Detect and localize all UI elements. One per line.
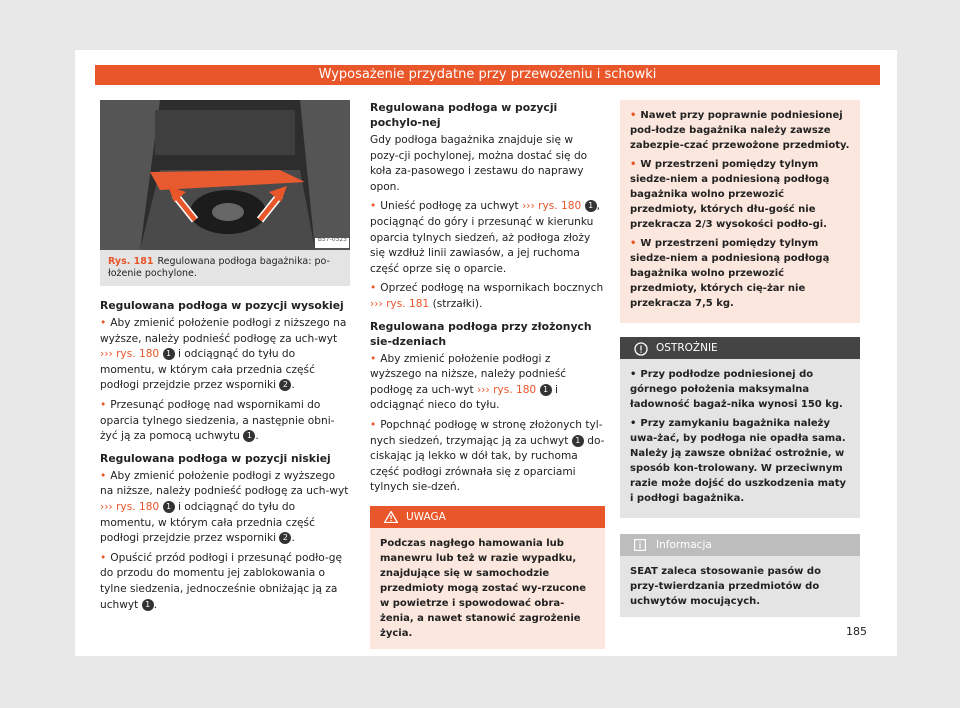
caution-icon xyxy=(634,342,648,356)
callout-number: 2 xyxy=(279,532,291,544)
info-icon xyxy=(634,539,646,551)
column-1 xyxy=(100,100,350,617)
figure-reference[interactable]: ››› rys. 180 xyxy=(100,348,160,361)
callout-number: 1 xyxy=(163,348,175,360)
manual-page xyxy=(75,50,897,656)
caution-header xyxy=(620,337,860,359)
callout-number: 1 xyxy=(243,430,255,442)
column-2 xyxy=(370,100,605,649)
list-item: • Przy zamykaniu bagażnika należy uwa-żać, by podłoga nie opadła sama. Należy ją zawsze obniżać ostrożnie, w sposób kon-trolowany. W przeciwnym razie może dojść do uszkodzenia maty i podłogi bagażnika. xyxy=(630,418,847,504)
heading-folded-seats: Regulowana podłoga przy złożonych sie-dzeniach xyxy=(370,319,592,348)
list-item: • Aby zmienić położenie podłogi z niższego na wyższe, należy podnieść podłogę za uch-wyt ››› rys. 180 1 i odciągnąć do tyłu do momentu, w którym cała przednia część podłogi przejdzie przez wsporniki 2 . xyxy=(100,317,347,392)
warning-text: Podczas nagłego hamowania lub manewru lub też w razie wypadku, znajdujące się w samochodzie przedmioty mogą zostać wy-rzucone w powietrze i spowodować obra-żenia, a nawet stanowić zagrożenie życia. xyxy=(380,537,587,639)
callout-number: 1 xyxy=(142,599,154,611)
caption-text: Regulowana podłoga bagażnika: po-łożenie pochylone. xyxy=(108,256,330,279)
trunk-illustration xyxy=(100,100,350,250)
figure-reference[interactable]: ››› rys. 181 xyxy=(370,297,430,310)
callout-number: 1 xyxy=(572,435,584,447)
info-header xyxy=(620,534,860,556)
callout-number: 1 xyxy=(585,200,597,212)
caption-label: Rys. 181 xyxy=(108,256,154,267)
warning-box xyxy=(370,506,605,649)
figure-reference[interactable]: ››› rys. 180 xyxy=(100,500,160,513)
caution-box xyxy=(620,337,860,518)
list-item: • Aby zmienić położenie podłogi z wyższego na niższe, należy podnieść podłogę za uch-wyt ››› rys. 180 1 i odciągnąć nieco do tyłu. xyxy=(370,352,567,412)
list-item: • Przesunąć podłogę nad wspornikami do oparcia tylnego siedzenia, a następnie obni-żyć ją za pomocą uchwytu 1 . xyxy=(100,398,335,443)
trunk-floor-figure xyxy=(100,100,350,250)
callout-number: 1 xyxy=(163,501,175,513)
paragraph: Gdy podłoga bagażnika znajduje się w pozy-cji pochylonej, można dostać się do koła za-pasowego i zestawu do naprawy opon. xyxy=(370,134,588,193)
figure-code: B57-0323 xyxy=(317,236,347,244)
callout-number: 2 xyxy=(279,379,291,391)
warning-triangle-icon xyxy=(384,511,398,523)
list-item: • Oprzeć podłogę na wspornikach bocznych ››› rys. 181 (strzałki). xyxy=(370,282,604,310)
caution-title: OSTROŻNIE xyxy=(656,342,718,354)
warning-title: UWAGA xyxy=(406,510,446,523)
list-item: • Unieść podłogę za uchwyt ››› rys. 180 1 , pociągnąć do góry i przesunąć w kierunku oparcia tylnych siedzeń, aż podłoga złoży się wzdłuż linii zawiasów, a jej ruchoma część oprze się o oparcie. xyxy=(370,200,600,275)
section-header: Wyposażenie przydatne przy przewożeniu i schowki xyxy=(95,65,880,85)
list-item: • Aby zmienić położenie podłogi z wyższego na niższe, należy podnieść podłogę za uch-wyt ››› rys. 180 1 i odciągnąć do tyłu do momentu, w którym cała przednia część podłogi przejdzie przez wsporniki 2 . xyxy=(100,469,349,545)
list-item: • W przestrzeni pomiędzy tylnym siedze-niem a podniesioną podłogą bagażnika wolno przewozić przedmioty, których dłu-gość nie przekracza 2/3 wysokości podło-gi. xyxy=(630,159,830,230)
info-box xyxy=(620,534,860,617)
info-title: Informacja xyxy=(656,539,712,551)
list-item: • Opuścić przód podłogi i przesunąć podło-gę do przodu do momentu jej zablokowania o tylne siedzenia, jednocześnie obniżając ją za uchwyt 1 . xyxy=(100,551,342,611)
list-item: • Nawet przy poprawnie podniesionej pod-łodze bagażnika należy zawsze zabezpie-czać przewożone przedmioty. xyxy=(630,110,850,151)
heading-low-position: Regulowana podłoga w pozycji niskiej xyxy=(100,451,331,465)
warning-continuation-box xyxy=(620,100,860,323)
column-3 xyxy=(620,100,860,617)
info-text: SEAT zaleca stosowanie pasów do przy-twierdzania przedmiotów do uchwytów mocujących. xyxy=(630,566,821,607)
figure-reference[interactable]: ››› rys. 180 xyxy=(522,200,582,213)
caution-body xyxy=(620,359,860,518)
warning-header xyxy=(370,506,605,528)
heading-high-position: Regulowana podłoga w pozycji wysokiej xyxy=(100,299,344,312)
list-item: • Popchnąć podłogę w stronę złożonych tyl-nych siedzeń, trzymając ją za uchwyt 1 do-ciskając ją lekko w dół tak, by ruchoma część podłogi zrównała się z oparciami tylnych sie-dzeń. xyxy=(370,418,605,494)
figure-reference[interactable]: ››› rys. 180 xyxy=(477,383,537,396)
heading-tilted-position: Regulowana podłoga w pozycji pochylo-nej xyxy=(370,101,558,129)
list-item: • Przy podłodze podniesionej do górnego położenia maksymalna ładowność bagaż-nika wynosi 150 kg. xyxy=(630,369,843,410)
page-number: 185 xyxy=(846,625,867,638)
list-item: • W przestrzeni pomiędzy tylnym siedze-niem a podniesioną podłogą bagażnika wolno przewozić przedmioty, których cię-żar nie przekracza 7,5 kg. xyxy=(630,238,830,309)
figure-caption xyxy=(100,250,350,286)
callout-number: 1 xyxy=(540,384,552,396)
